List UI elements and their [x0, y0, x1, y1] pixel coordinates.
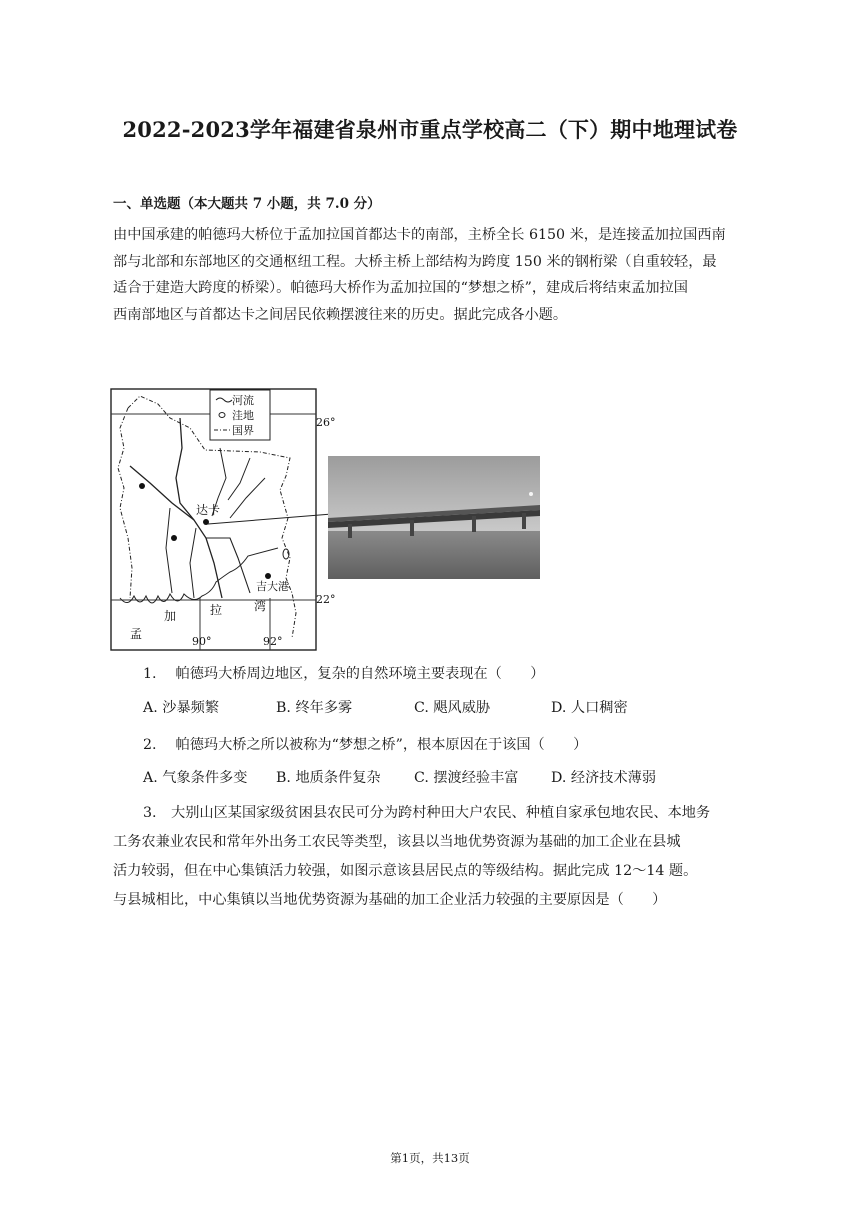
page-footer: 第1页，共13页: [390, 1151, 470, 1165]
chittagong-dot: [265, 573, 271, 579]
intro-line: 由中国承建的帕德玛大桥位于孟加拉国首都达卡的南部，主桥全长 6150 米，是连接孟加拉国西南: [113, 227, 726, 243]
q3-line: 活力较弱，但在中心集镇活力较强，如图示意该县居民点的等级结构。据此完成 12～14 题。: [113, 863, 698, 879]
intro-line: 西南部地区与首都达卡之间居民依赖摆渡往来的历史。据此完成各小题。: [113, 306, 568, 323]
legend-label-border: 国界: [232, 424, 254, 437]
chittagong-label: 吉大港: [256, 580, 289, 593]
option-d: D. 经济技术薄弱: [551, 770, 657, 786]
option-a: A. 气象条件多变: [143, 770, 248, 786]
legend-label-depression: 洼地: [232, 409, 254, 422]
figure-svg: [110, 388, 542, 652]
dhaka-label: 达卡: [196, 503, 221, 517]
legend-label-river: 河流: [232, 394, 254, 407]
q3-line: 与县城相比，中心集镇以当地优势资源为基础的加工企业活力较强的主要原因是（ ）: [113, 892, 667, 908]
question-number: 3.: [143, 805, 157, 821]
option-d: D. 人口稠密: [551, 700, 628, 716]
question-number: 1.: [143, 666, 157, 682]
bay-char-4: 湾: [254, 599, 267, 613]
lon-label-right: 92°: [263, 635, 283, 648]
q3-line: 工务农兼业农民和常年外出务工农民等类型，该县以当地优势资源为基础的加工企业在县城: [113, 834, 681, 850]
city-dot-2: [171, 535, 177, 541]
option-c: C. 摆渡经验丰富: [414, 770, 519, 786]
intro-line: 适合于建造大跨度的桥梁）。帕德玛大桥作为孟加拉国的“梦想之桥”，建成后将结束孟加拉国: [113, 280, 688, 297]
lon-label-left: 90°: [192, 635, 212, 648]
bay-char-3: 拉: [210, 603, 223, 617]
bridge-photo: [328, 456, 540, 579]
question-3: [113, 799, 755, 915]
q3-text-line: 大别山区某国家级贫困县农民可分为跨村种田大户农民、种植自家承包地农民、本地务: [171, 805, 711, 821]
question-text: 帕德玛大桥之所以被称为“梦想之桥”，根本原因在于该国（ ）: [175, 737, 588, 753]
bridge-pier-3: [472, 516, 476, 532]
bay-char-2: 加: [164, 609, 177, 623]
page-title: 2022-2023学年福建省泉州市重点学校高二（下）期中地理试卷: [122, 117, 738, 142]
q3-line: [113, 799, 755, 828]
intro-line: 部与北部和东部地区的交通枢纽工程。大桥主桥上部结构为跨度 150 米的钢桁梁（自重较轻，最: [113, 253, 717, 270]
intro-paragraph: [113, 222, 753, 328]
question-text: 帕德玛大桥周边地区，复杂的自然环境主要表现在（ ）: [175, 666, 545, 682]
bridge-pier-1: [348, 524, 352, 538]
map-and-bridge-figure: [110, 388, 542, 652]
question-1: [113, 660, 755, 689]
photo-water: [328, 531, 540, 579]
question-number: 2.: [143, 737, 157, 753]
section-heading: 一、单选题（本大题共 7 小题，共 7.0 分）: [113, 196, 381, 212]
option-a: A. 沙暴频繁: [143, 700, 220, 716]
bridge-pier-2: [410, 520, 414, 536]
lat-label-top: 26°: [316, 416, 336, 429]
lat-label-bottom: 22°: [316, 593, 336, 606]
question-2: [113, 731, 755, 760]
option-c: C. 飓风威胁: [414, 700, 491, 716]
city-dot-1: [139, 483, 145, 489]
option-b: B. 终年多雾: [276, 700, 353, 716]
bay-char-1: 孟: [130, 627, 143, 641]
bridge-pier-4: [522, 513, 526, 529]
photo-moon: [529, 492, 533, 496]
option-b: B. 地质条件复杂: [276, 770, 381, 786]
